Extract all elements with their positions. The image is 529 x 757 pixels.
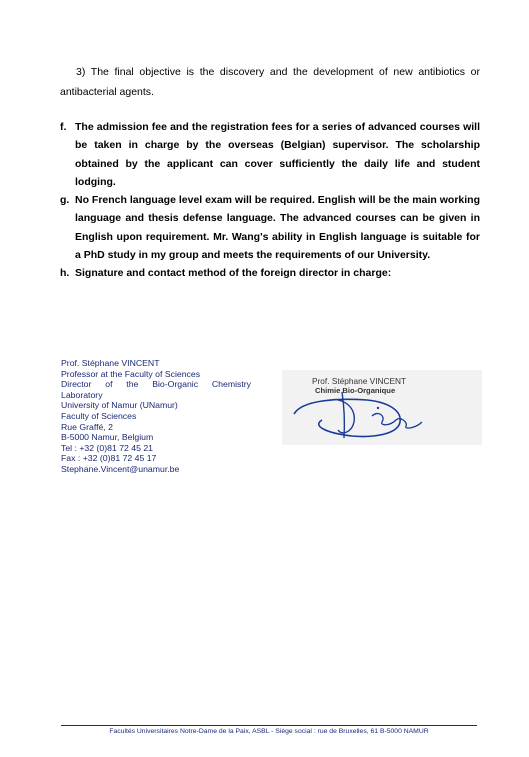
- contact-director-line-2: Laboratory: [61, 389, 103, 400]
- item-marker: g.: [60, 194, 70, 207]
- item-h: [60, 264, 480, 282]
- footer-divider: [61, 725, 477, 726]
- item-marker: f.: [60, 121, 67, 133]
- item-text: No French language level exam will be required. English will be the main working language and thesis defense language. The advanced courses can be given in English upon requirement. Mr. Wang's ability in English language is suitable for a PhD study in my group and meets the requirements of our University.: [75, 194, 480, 262]
- contact-position: Professor at the Faculty of Sciences: [61, 368, 201, 379]
- item-f: [60, 118, 480, 191]
- signature-stamp: [282, 370, 482, 445]
- page-footer: Facultés Universitaires Notre-Dame de la Paix, ASBL - Siège social : rue de Bruxelles, 61 B-5000 NAMUR: [109, 728, 429, 735]
- contact-city: B-5000 Namur, Belgium: [61, 432, 154, 443]
- contact-university: University of Namur (UNamur): [61, 400, 178, 411]
- item-text: Signature and contact method of the foreign director in charge:: [75, 267, 392, 280]
- contact-faculty: Faculty of Sciences: [61, 410, 137, 421]
- item-text: The admission fee and the registration fees for a series of advanced courses will be taken in charge by the overseas (Belgian) supervisor. The scholarship obtained by the applicant can cover sufficiently the daily life and student lodging.: [75, 121, 480, 188]
- contact-street: Rue Graffé, 2: [61, 421, 113, 432]
- objective-text: 3) The final objective is the discovery and the development of new antibiotics or antibacterial agents.: [60, 66, 480, 98]
- handwritten-signature: [282, 370, 482, 445]
- item-marker: h.: [60, 267, 70, 280]
- contact-director-line: Director of the Bio-Organic Chemistry: [61, 379, 251, 390]
- contact-name: Prof. Stéphane VINCENT: [61, 358, 160, 368]
- contact-email: Stephane.Vincent@unamur.be: [61, 463, 180, 474]
- item-g: [60, 191, 480, 264]
- contact-fax: Fax : +32 (0)81 72 45 17: [61, 453, 157, 464]
- final-objective-paragraph: [60, 62, 480, 102]
- numbered-items: [60, 118, 480, 283]
- stamp-name: Prof. Stéphane VINCENT: [312, 376, 407, 386]
- contact-tel: Tel : +32 (0)81 72 45 21: [61, 442, 154, 453]
- stamp-lab: Chimie Bio-Organique: [315, 386, 396, 395]
- contact-block: [61, 358, 251, 475]
